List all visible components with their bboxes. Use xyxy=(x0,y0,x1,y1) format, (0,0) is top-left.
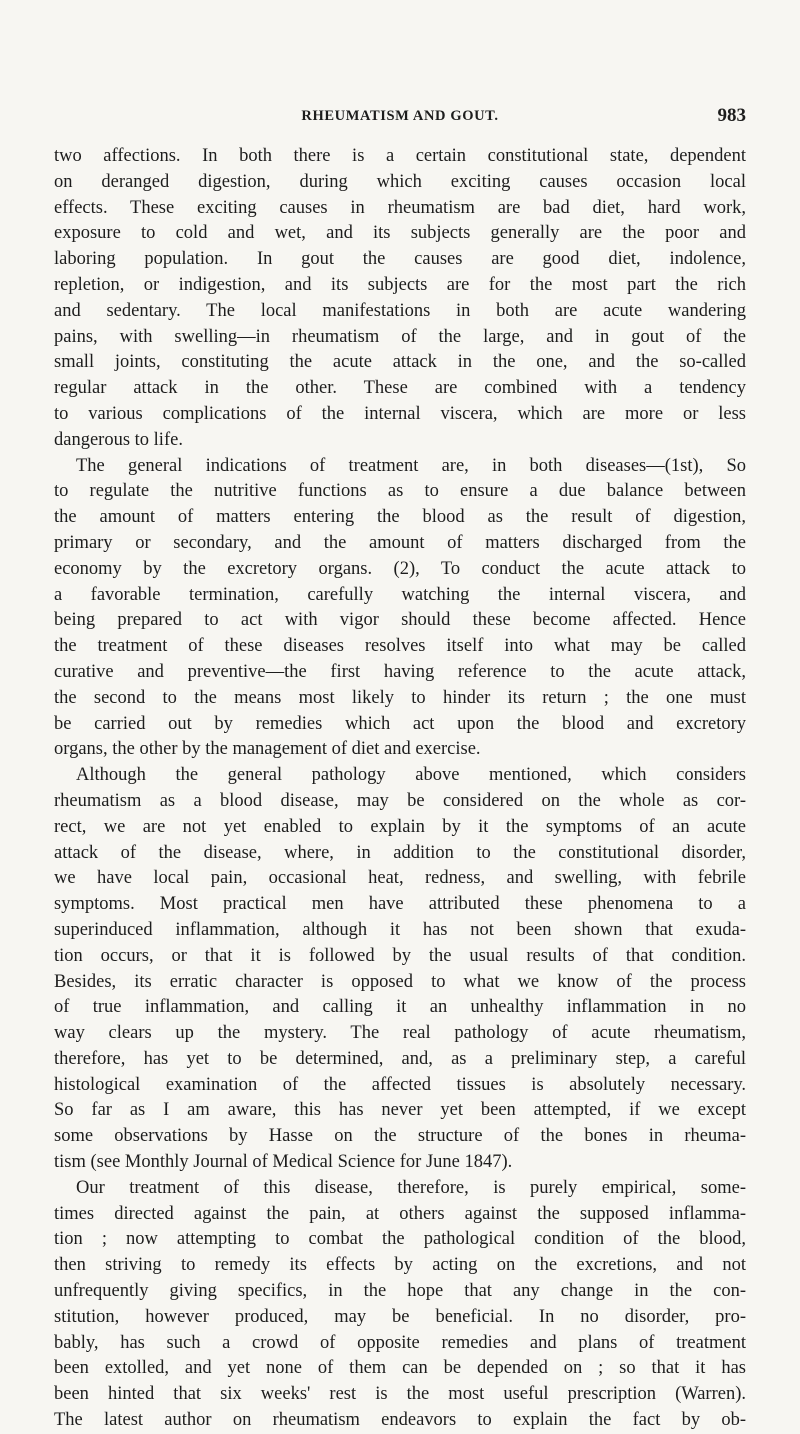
text-line: the amount of matters entering the blood as the result of digestion, xyxy=(54,507,746,528)
text-line: the treatment of these diseases resolves itself into what may be called xyxy=(54,636,746,657)
text-line: on deranged digestion, during which exciting causes occasion local xyxy=(54,171,746,192)
running-title: RHEUMATISM AND GOUT. xyxy=(301,108,499,124)
text-line: times directed against the pain, at others against the supposed inflamma- xyxy=(54,1203,746,1224)
page-header xyxy=(0,105,800,132)
text-line: symptoms. Most practical men have attributed these phenomena to a xyxy=(54,894,746,915)
text-line: be carried out by remedies which act upon the blood and excretory xyxy=(54,713,746,734)
text-line: economy by the excretory organs. (2), To conduct the acute attack to xyxy=(54,558,746,579)
text-line: So far as I am aware, this has never yet been attempted, if we except xyxy=(54,1100,746,1121)
text-line: being prepared to act with vigor should these become affected. Hence xyxy=(54,610,746,631)
text-line: histological examination of the affected tissues is absolutely necessary. xyxy=(54,1074,746,1095)
text-line: rheumatism as a blood disease, may be considered on the whole as cor- xyxy=(54,790,746,811)
text-line: The general indications of treatment are, in both diseases—(1st), So xyxy=(76,455,746,476)
text-line: unfrequently giving specifics, in the hope that any change in the con- xyxy=(54,1281,746,1302)
text-line: Our treatment of this disease, therefore, is purely empirical, some- xyxy=(76,1177,746,1198)
paragraph xyxy=(54,1176,746,1434)
text-line: small joints, constituting the acute attack in the one, and the so-called xyxy=(54,352,746,373)
text-line: and sedentary. The local manifestations in both are acute wandering xyxy=(54,300,746,321)
text-line: to various complications of the internal viscera, which are more or less xyxy=(54,403,746,424)
text-line: regular attack in the other. These are combined with a tendency xyxy=(54,378,746,399)
text-line: Although the general pathology above mentioned, which considers xyxy=(76,765,746,786)
text-line: pains, with swelling—in rheumatism of the large, and in gout of the xyxy=(54,326,746,347)
text-line: repletion, or indigestion, and its subjects are for the most part the rich xyxy=(54,274,746,295)
text-line: bably, has such a crowd of opposite remedies and plans of treatment xyxy=(54,1332,746,1353)
text-line: a favorable termination, carefully watching the internal viscera, and xyxy=(54,584,746,605)
text-line: rect, we are not yet enabled to explain by it the symptoms of an acute xyxy=(54,816,746,837)
text-line: curative and preventive—the first having reference to the acute attack, xyxy=(54,661,746,682)
paragraph xyxy=(54,144,746,454)
text-line: to regulate the nutritive functions as to ensure a due balance between xyxy=(54,481,746,502)
text-line: The latest author on rheumatism endeavors to explain the fact by ob- xyxy=(54,1410,746,1431)
text-line: tion ; now attempting to combat the pathological condition of the blood, xyxy=(54,1229,746,1250)
text-line: laboring population. In gout the causes are good diet, indolence, xyxy=(54,249,746,270)
page-number: 983 xyxy=(717,105,746,126)
text-line: some observations by Hasse on the structure of the bones in rheuma- xyxy=(54,1126,746,1147)
text-line: been extolled, and yet none of them can be depended on ; so that it has xyxy=(54,1358,746,1379)
paragraph xyxy=(54,454,746,764)
text-line: way clears up the mystery. The real pathology of acute rheumatism, xyxy=(54,1023,746,1044)
text-line: Besides, its erratic character is opposed to what we know of the process xyxy=(54,971,746,992)
text-line: two affections. In both there is a certain constitutional state, dependent xyxy=(54,146,746,166)
text-line: been hinted that six weeks' rest is the most useful prescription (Warren). xyxy=(54,1384,746,1405)
text-line: the second to the means most likely to hinder its return ; the one must xyxy=(54,687,746,708)
text-line: exposure to cold and wet, and its subjects generally are the poor and xyxy=(54,223,746,244)
text-line: therefore, has yet to be determined, and, as a preliminary step, a careful xyxy=(54,1048,746,1069)
text-line: superinduced inflammation, although it has not been shown that exuda- xyxy=(54,919,746,940)
text-line: tion occurs, or that it is followed by the usual results of that condition. xyxy=(54,945,746,966)
body-text xyxy=(54,144,746,1434)
text-line: of true inflammation, and calling it an unhealthy inflammation in no xyxy=(54,997,746,1018)
text-line: stitution, however produced, may be beneficial. In no disorder, pro- xyxy=(54,1306,746,1327)
text-line: dangerous to life. xyxy=(54,429,183,450)
text-line: tism (see Monthly Journal of Medical Science for June 1847). xyxy=(54,1152,513,1173)
paragraph xyxy=(54,763,746,1176)
text-line: primary or secondary, and the amount of matters discharged from the xyxy=(54,532,746,553)
text-line: effects. These exciting causes in rheumatism are bad diet, hard work, xyxy=(54,197,746,218)
text-line: we have local pain, occasional heat, redness, and swelling, with febrile xyxy=(54,868,746,889)
text-line: attack of the disease, where, in addition to the constitutional disorder, xyxy=(54,842,746,863)
text-line: then striving to remedy its effects by acting on the excretions, and not xyxy=(54,1255,746,1276)
text-line: organs, the other by the management of diet and exercise. xyxy=(54,739,481,760)
